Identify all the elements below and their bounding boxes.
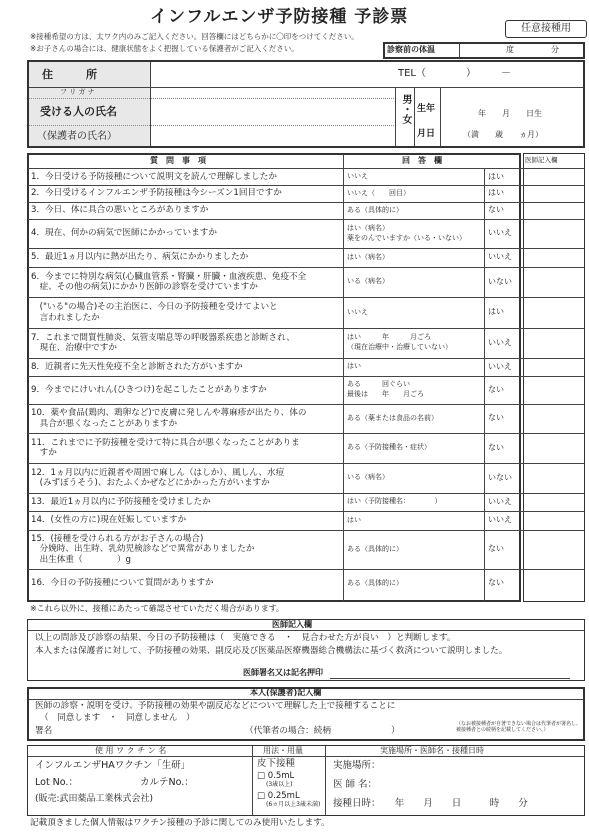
answer-option[interactable]: はい: [347, 515, 361, 524]
tel-field[interactable]: TEL（ ） －: [398, 68, 511, 79]
question-text: (みずぼうそう)、おたふくかぜなどにかかった方がいますか: [31, 478, 270, 488]
question-text: 2．今日受けるインフルエンザ予防接種は今シーズン1回目ですか: [31, 188, 282, 199]
guardian-name-label: （保護者の氏名）: [37, 131, 117, 142]
dosage-header: 用法・用量: [263, 746, 303, 755]
consent-section-title: 本人(保護者)記入欄: [250, 688, 322, 697]
answer-option[interactable]: いいえ: [347, 307, 368, 316]
question-text: 16．今日の予防接種について質問がありますか: [31, 578, 214, 589]
question-header: 質 問 事 項: [150, 156, 206, 165]
vaccine-name-header: 使 用 ワ ク チ ン 名: [95, 746, 167, 755]
row-divider: [28, 511, 584, 512]
question-text: すか: [31, 448, 57, 458]
question-text: 分娩時、出生時、乳幼児検診などで異常がありましたか: [31, 544, 255, 555]
question-text: 14．(女性の方に)現在妊娠していますか: [31, 515, 187, 526]
privacy-note: 記載頂きました個人情報はワクチン接種の予診に関してのみ使用いたします。: [30, 818, 330, 828]
vaccine-maker: (販売:武田薬品工業株式会社): [35, 794, 154, 804]
row-divider: [28, 297, 584, 298]
answer-option[interactable]: いいえ: [347, 172, 368, 180]
consent-statement: 医師の診察・説明を受け、予防接種の効果や副反応などについて理解した上で接種することに: [35, 701, 396, 711]
name-field[interactable]: [155, 100, 390, 123]
birthdate-label: 生年月日: [417, 104, 436, 139]
dose-option-0-5ml[interactable]: □ 0.5mL: [257, 771, 295, 781]
question-text: 7．これまで間質性肺炎、気管支喘息等の呼吸器系疾患と診断され、: [31, 332, 295, 343]
doctor-notes-column: [523, 153, 585, 602]
row-divider: [28, 433, 584, 434]
temperature-label: 診察前の体温: [387, 45, 435, 54]
form-title: インフルエンザ予防接種 予診票: [150, 7, 409, 27]
instruction-note-2: ※お子さんの場合には、健康状態をよく把握している保護者がご記入ください。: [30, 44, 299, 53]
row-divider: [28, 202, 584, 203]
answer-option[interactable]: ある（具体的に）: [347, 205, 403, 214]
answer-option[interactable]: ない: [488, 413, 504, 422]
row-divider: [28, 463, 584, 464]
divider: [150, 62, 151, 146]
question-text: 11．これまでに予防接種を受けて特に具合が悪くなったことがありま: [31, 437, 300, 448]
dose-option-0-25ml-note: (6ヵ月以上3歳未満): [266, 801, 321, 808]
question-text: 15．(接種を受けられる方がお子さんの場合): [31, 533, 204, 544]
question-text: 13．最近1ヵ月以内に予防接種を受けましたか: [31, 496, 211, 507]
answer-option[interactable]: いいえ: [488, 496, 512, 506]
answer-option[interactable]: はい: [488, 188, 504, 197]
answer-option[interactable]: ない: [488, 205, 504, 214]
doctor-judgement-text: 以上の問診及び診察の結果、今日の予防接種は（ 実施できる ・ 見合わせた方が良い ）と判断します。: [35, 633, 456, 643]
divider: [28, 168, 584, 169]
doctor-name-field[interactable]: 医 師 名：: [333, 779, 378, 790]
question-text: 10．薬や食品(鶏肉、鶏卵など)で皮膚に発しんや蕁麻疹が出たり、体の: [31, 408, 307, 418]
furigana-label: フ リ ガ ナ: [60, 88, 95, 96]
question-text: 4．現在、何かの病気で医師にかかっていますか: [31, 228, 217, 239]
question-text: 1．今日受ける予防接種について説明文を読んで理解しましたか: [31, 171, 277, 182]
divider: [414, 88, 415, 146]
row-divider: [28, 219, 584, 220]
answer-option[interactable]: ない: [488, 442, 504, 452]
lot-number-field[interactable]: Lot No.：: [35, 777, 78, 788]
answer-option[interactable]: はい: [488, 307, 504, 316]
guardian-name-field[interactable]: [155, 127, 390, 145]
sex-selector[interactable]: 男・女: [400, 94, 411, 124]
signature-field[interactable]: [60, 725, 240, 738]
dose-option-0-25ml[interactable]: □ 0.25mL: [257, 791, 300, 801]
row-divider: [28, 185, 584, 186]
divider: [28, 756, 584, 757]
question-text: 12．1ヵ月以内に近親者や周囲で麻しん（はしか）、風しん、水痘: [31, 467, 285, 478]
answer-option[interactable]: はい（予防接種名： ）: [347, 497, 442, 505]
additional-check-note: ※これら以外に、接種にあたって確認させていただく場合があります。: [30, 604, 285, 613]
answer-option[interactable]: いる（病名）: [347, 473, 389, 481]
divider: [28, 630, 584, 631]
address-field[interactable]: [155, 64, 385, 84]
divider: [459, 43, 460, 58]
question-text: 6．今までに特別な病気(心臓血管系・腎臓・肝臓・血液疾患、免疫不全: [31, 271, 307, 282]
question-text: ("いる"の場合)その主治医に、今日の予防接種を受けてよいと: [31, 302, 278, 312]
answer-detail[interactable]: 薬をのんでいますか（いる・いない）: [347, 233, 466, 242]
answer-option[interactable]: ある（予防接種名・症状）: [347, 443, 431, 451]
proxy-relation-field[interactable]: （代筆者の場合：続柄 ）: [245, 726, 400, 736]
answer-option[interactable]: ない: [488, 544, 504, 553]
answer-detail[interactable]: （現在治療中・治療していない）: [347, 343, 452, 351]
vaccine-name: インフルエンザHAワクチン「生研」: [35, 760, 191, 771]
answer-option[interactable]: いない: [488, 276, 512, 286]
question-text: 5．最近1ヵ月以内に熱が出たり、病気にかかりましたか: [31, 252, 249, 263]
administration-route: 皮下接種: [257, 758, 296, 769]
divider: [440, 88, 441, 146]
divider: [252, 746, 253, 815]
divider: [484, 168, 485, 601]
divider: [29, 87, 583, 88]
divider: [330, 678, 570, 679]
consent-choice[interactable]: （ 同意します ・ 同意しません ）: [40, 713, 195, 723]
divider: [395, 88, 396, 146]
vaccination-datetime-field[interactable]: 接種日時： 年 月 日 時 分: [333, 798, 528, 809]
answer-option[interactable]: いいえ: [488, 252, 512, 261]
answer-option[interactable]: ある（具体的に）: [347, 544, 403, 553]
divider: [29, 98, 394, 99]
instruction-note-1: ※接種希望の方は、太ワク内のみご記入ください。回答欄にはどちらかに〇印をつけてください。: [30, 32, 359, 41]
question-text: 9．今までにけいれん(ひきつけ)を起こしたことがありますか: [31, 384, 267, 395]
row-divider: [28, 493, 584, 494]
divider: [325, 746, 326, 815]
divider: [29, 125, 394, 126]
answer-header: 回 答 欄: [402, 156, 442, 165]
answer-option[interactable]: いいえ（ 回目）: [347, 188, 410, 197]
row-divider: [28, 358, 584, 359]
temperature-minute-unit: 分: [551, 45, 559, 54]
answer-detail[interactable]: 最後は 年 月ごろ: [347, 390, 424, 398]
question-text: 出生体重（ ）g: [31, 554, 131, 565]
proxy-note: （なお被接種者が自著できない場合は代筆者が署名し、被接種者との続柄を記載してください。）: [456, 721, 582, 733]
row-divider: [28, 404, 584, 405]
doctor-section-title: 医師記入欄: [272, 620, 312, 629]
vaccination-type-stamp: 任意接種用: [505, 20, 587, 38]
answer-option[interactable]: ある 回ぐらい: [347, 380, 410, 388]
answer-option[interactable]: いない: [488, 472, 512, 482]
question-text: 症、その他の病気)にかかり医師の診察を受けていますか: [31, 282, 258, 292]
row-divider: [28, 328, 584, 329]
doctor-explanation-text: 本人または保護者に対して、予防接種の効果、副反応及び医薬品医療機器総合機構法に基づく救済について説明しました。: [35, 646, 508, 656]
divider: [29, 699, 583, 700]
address-label: 住 所: [42, 68, 97, 81]
answer-option[interactable]: ない: [488, 384, 504, 394]
question-text: 3．今日、体に具合の悪いところがありますか: [31, 205, 209, 216]
temperature-degree-unit: 度: [506, 45, 514, 54]
divider: [343, 154, 344, 601]
question-text: 言われましたか: [31, 312, 100, 323]
row-divider: [28, 267, 584, 268]
doctor-notes-header: 医師記入欄: [525, 156, 558, 164]
answer-option[interactable]: いいえ: [488, 515, 512, 524]
answer-option[interactable]: はい: [347, 362, 361, 370]
answer-option[interactable]: いいえ: [488, 337, 512, 347]
answer-option[interactable]: いる（病名）: [347, 277, 389, 285]
doctor-signature-label: 医師署名又は記名押印: [243, 668, 323, 677]
answer-option[interactable]: はい: [488, 171, 504, 181]
answer-option[interactable]: いいえ: [488, 228, 512, 237]
answer-option[interactable]: いいえ: [488, 361, 512, 371]
question-text: 現在、治療中ですか: [31, 343, 117, 353]
birthdate-field[interactable]: 年 月 日生: [478, 109, 542, 118]
signature-label: 署名: [35, 726, 53, 736]
row-divider: [28, 569, 584, 570]
dose-option-0-5ml-note: (3歳以上): [266, 781, 293, 788]
row-divider: [28, 376, 584, 377]
answer-option[interactable]: はい 年 月ごろ: [347, 333, 431, 341]
row-divider: [28, 248, 584, 249]
place-field[interactable]: 実施場所：: [333, 760, 381, 771]
place-doctor-date-header: 実施場所・医師名・接種日時: [380, 746, 484, 755]
row-divider: [28, 530, 584, 531]
name-label: 受ける人の氏名: [40, 105, 117, 118]
answer-option[interactable]: はい（病名）: [347, 223, 389, 232]
answer-option[interactable]: ある（具体的に）: [347, 578, 403, 587]
age-field[interactable]: （満 歳 ヵ月）: [463, 130, 543, 139]
karte-number-field[interactable]: カルテNo.：: [140, 777, 194, 788]
answer-option[interactable]: ある（薬または食品の名前）: [347, 413, 438, 422]
question-text: 8．近親者に先天性免疫不全と診断された方がいますか: [31, 361, 243, 372]
question-text: 具合が悪くなったことがありますか: [31, 418, 178, 429]
answer-option[interactable]: ない: [488, 578, 504, 587]
answer-option[interactable]: はい（病名）: [347, 252, 389, 261]
